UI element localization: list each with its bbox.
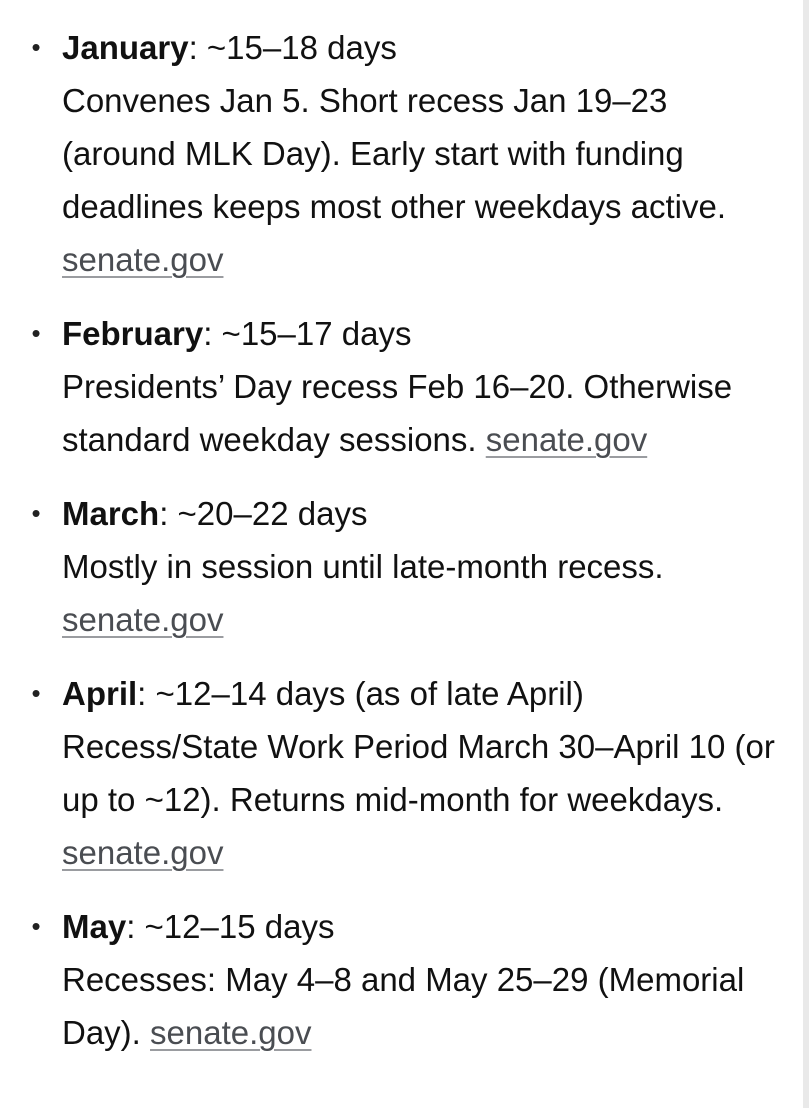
month-label: March — [62, 495, 160, 532]
list-item-may — [0, 900, 790, 1059]
days-estimate: : ~15–17 days — [203, 315, 412, 352]
days-estimate: : ~12–14 days (as of late April) — [137, 675, 584, 712]
month-label: January — [62, 29, 189, 66]
source-link[interactable]: senate.gov — [150, 1014, 312, 1051]
description-text: Recesses: May 4–8 and May 25–29 (Memorial Day). — [62, 961, 745, 1051]
description-text: Convenes Jan 5. Short recess Jan 19–23 (around MLK Day). Early start with funding deadlines keeps most other weekdays active. — [62, 82, 727, 225]
month-label: May — [62, 908, 127, 945]
month-label: February — [62, 315, 204, 352]
bullet-point: • — [31, 911, 41, 941]
description-text: Mostly in session until late-month recess. — [62, 548, 664, 585]
source-link[interactable]: senate.gov — [62, 834, 224, 871]
bullet-point: • — [31, 498, 41, 528]
month-description — [62, 360, 790, 466]
month-description — [62, 540, 790, 646]
days-estimate: : ~12–15 days — [126, 908, 335, 945]
description-text: Recess/State Work Period March 30–April 10 (or up to ~12). Returns mid-month for weekdays. — [62, 728, 775, 818]
source-link[interactable]: senate.gov — [485, 421, 648, 458]
list-item-march — [0, 487, 790, 646]
scrollbar-track[interactable] — [803, 0, 809, 1108]
bullet-point: • — [31, 318, 41, 348]
source-link[interactable]: senate.gov — [62, 601, 224, 638]
list-item-january — [0, 21, 790, 286]
monthly-session-list — [0, 21, 790, 1080]
list-item-february — [0, 307, 790, 466]
bullet-point: • — [31, 32, 41, 62]
month-description — [62, 720, 790, 879]
month-label: April — [62, 675, 138, 712]
source-link[interactable]: senate.gov — [62, 241, 224, 278]
description-text: Presidents’ Day recess Feb 16–20. Otherwise standard weekday sessions. — [62, 368, 733, 458]
list-item-april — [0, 667, 790, 879]
days-estimate: : ~20–22 days — [159, 495, 368, 532]
bullet-point: • — [31, 678, 41, 708]
days-estimate: : ~15–18 days — [188, 29, 397, 66]
month-description — [62, 74, 790, 286]
month-description — [62, 953, 790, 1059]
